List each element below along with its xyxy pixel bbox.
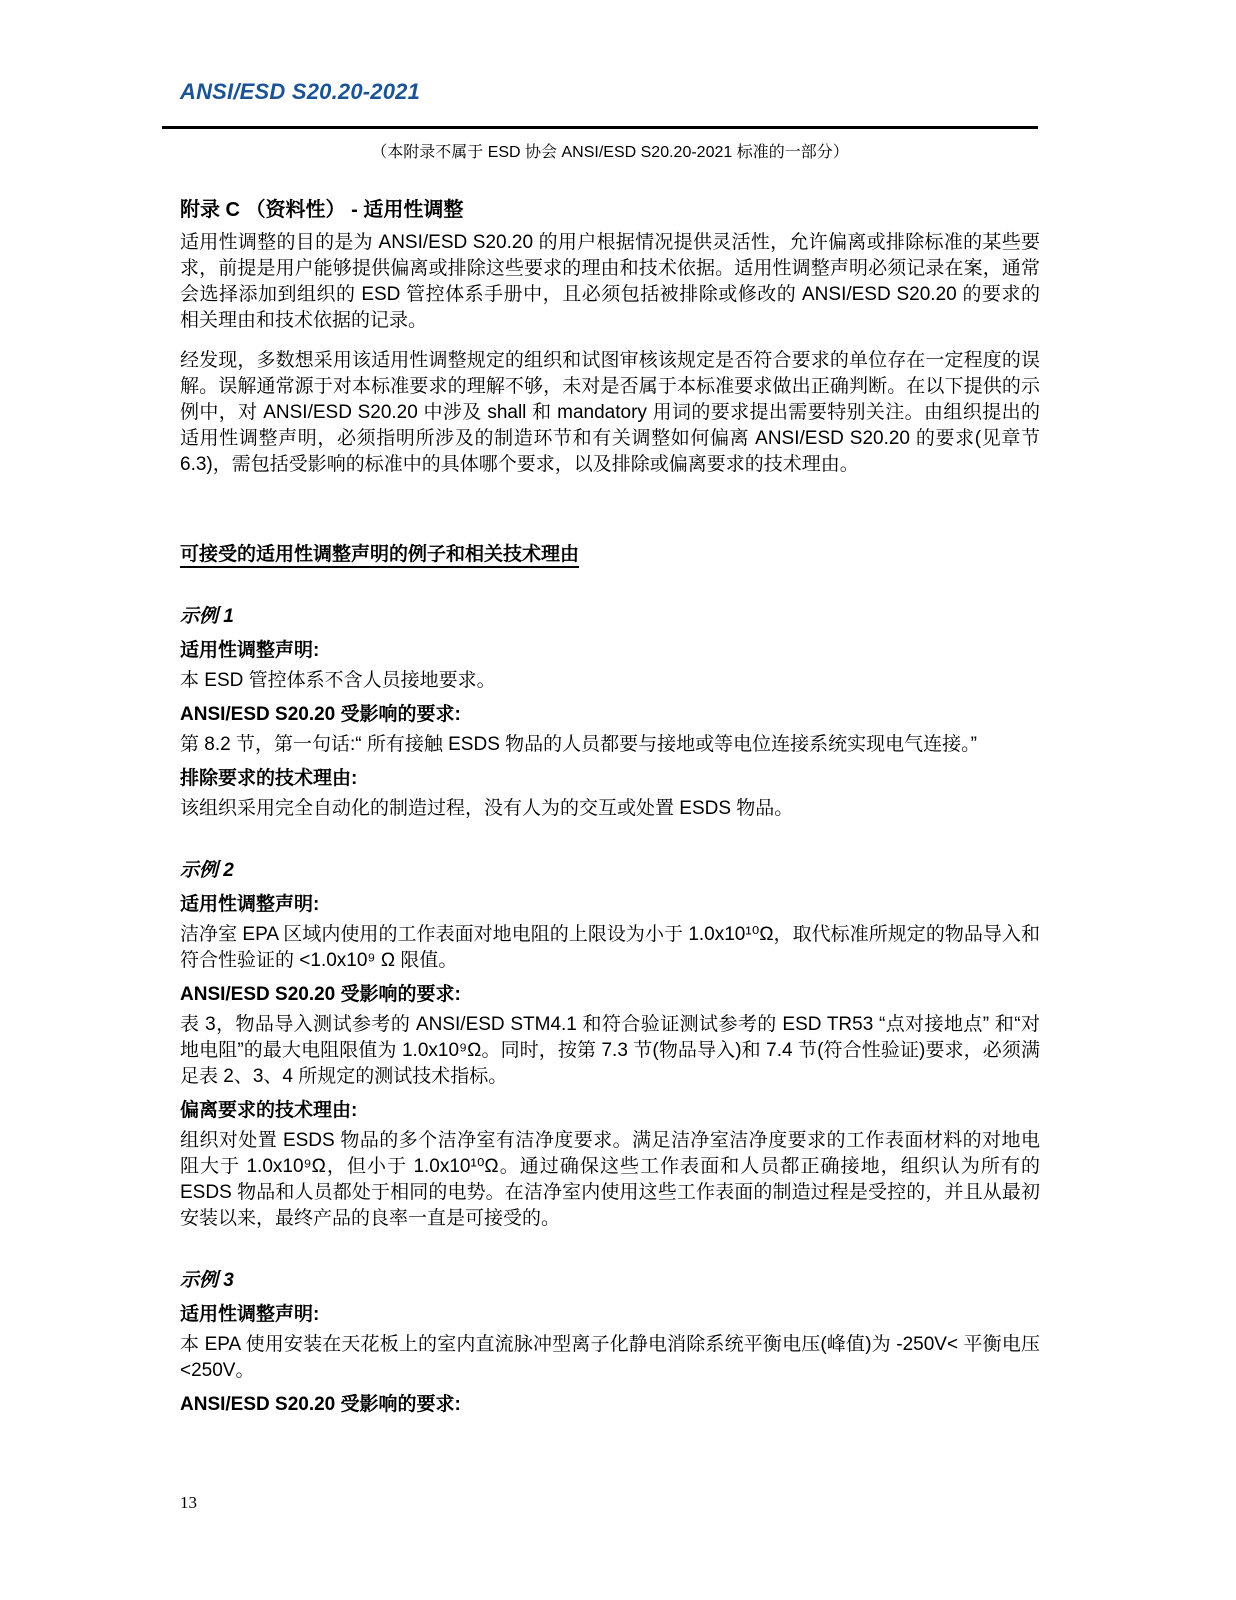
- example-title: 示例 3: [180, 1270, 234, 1291]
- appendix-intro: [180, 230, 1040, 478]
- page-number: 13: [180, 1493, 197, 1512]
- block-label: 适用性调整声明:: [180, 894, 320, 915]
- doc-header-title: ANSI/ESD S20.20-2021: [180, 79, 421, 104]
- intro-paragraph: 适用性调整的目的是为 ANSI/ESD S20.20 的用户根据情况提供灵活性，允许偏离或排除标准的某些要求，前提是用户能够提供偏离或排除这些要求的理由和技术依据。适用性调整声明必须记录在案，通常会选择添加到组织的 ESD 管控体系手册中，且必须包括被排除或修改的 ANSI/ESD S20.20 的要求的相关理由和技术依据的记录。: [180, 232, 1040, 331]
- header-note: （本附录不属于 ESD 协会 ANSI/ESD S20.20-2021 标准的一部分）: [371, 144, 849, 161]
- block-text: 洁净室 EPA 区域内使用的工作表面对地电阻的上限设为小于 1.0x10¹⁰Ω，取代标准所规定的物品导入和符合性验证的 <1.0x10⁹ Ω 限值。: [180, 924, 1040, 971]
- block-label: ANSI/ESD S20.20 受影响的要求:: [180, 984, 461, 1005]
- example-section-2: [180, 858, 1040, 1232]
- block-text: 第 8.2 节，第一句话:“ 所有接触 ESDS 物品的人员都要与接地或等电位连接系统实现电气连接。”: [180, 734, 977, 755]
- example-section-3: [180, 1268, 1040, 1418]
- block-text: 表 3，物品导入测试参考的 ANSI/ESD STM4.1 和符合验证测试参考的 ESD TR53 “点对接地点” 和“对地电阻”的最大电阻限值为 1.0x10⁹Ω。同时，按第 7.3 节(物品导入)和 7.4 节(符合性验证)要求，必须满足表 2、3、4 所规定的测试技术指标。: [180, 1014, 1040, 1087]
- block-label: ANSI/ESD S20.20 受影响的要求:: [180, 1394, 461, 1415]
- appendix-title: 附录 C （资料性） - 适用性调整: [180, 199, 464, 221]
- block-label: 适用性调整声明:: [180, 640, 320, 661]
- block-label: ANSI/ESD S20.20 受影响的要求:: [180, 704, 461, 725]
- block-text: 该组织采用完全自动化的制造过程，没有人为的交互或处置 ESDS 物品。: [180, 798, 794, 819]
- examples-heading: [180, 542, 1040, 568]
- block-text: 本 ESD 管控体系不含人员接地要求。: [180, 670, 496, 691]
- example-title: 示例 1: [180, 606, 234, 627]
- block-label: 偏离要求的技术理由:: [180, 1100, 358, 1121]
- example-title: 示例 2: [180, 860, 234, 881]
- block-text: 组织对处置 ESDS 物品的多个洁净室有洁净度要求。满足洁净室洁净度要求的工作表面材料的对地电阻大于 1.0x10⁹Ω，但小于 1.0x10¹⁰Ω。通过确保这些工作表面和人员都正确接地，组织认为所有的 ESDS 物品和人员都处于相同的电势。在洁净室内使用这些工作表面的制造过程是受控的，并且从最初安装以来，最终产品的良率一直是可接受的。: [180, 1130, 1040, 1229]
- examples-heading-text: 可接受的适用性调整声明的例子和相关技术理由: [180, 544, 579, 568]
- header-rule: [162, 126, 1038, 129]
- example-section-1: [180, 604, 1040, 822]
- page-content: [180, 0, 1040, 1418]
- block-label: 适用性调整声明:: [180, 1304, 320, 1325]
- block-text: 本 EPA 使用安装在天花板上的室内直流脉冲型离子化静电消除系统平衡电压(峰值)为 -250V< 平衡电压 <250V。: [180, 1334, 1040, 1381]
- block-label: 排除要求的技术理由:: [180, 768, 358, 789]
- intro-paragraph: 经发现，多数想采用该适用性调整规定的组织和试图审核该规定是否符合要求的单位存在一定程度的误解。误解通常源于对本标准要求的理解不够，未对是否属于本标准要求做出正确判断。在以下提供的示例中，对 ANSI/ESD S20.20 中涉及 shall 和 mandatory 用词的要求提出需要特别关注。由组织提出的适用性调整声明，必须指明所涉及的制造环节和有关调整如何偏离 ANSI/ESD S20.20 的要求(见章节 6.3)，需包括受影响的标准中的具体哪个要求，以及排除或偏离要求的技术理由。: [180, 350, 1040, 475]
